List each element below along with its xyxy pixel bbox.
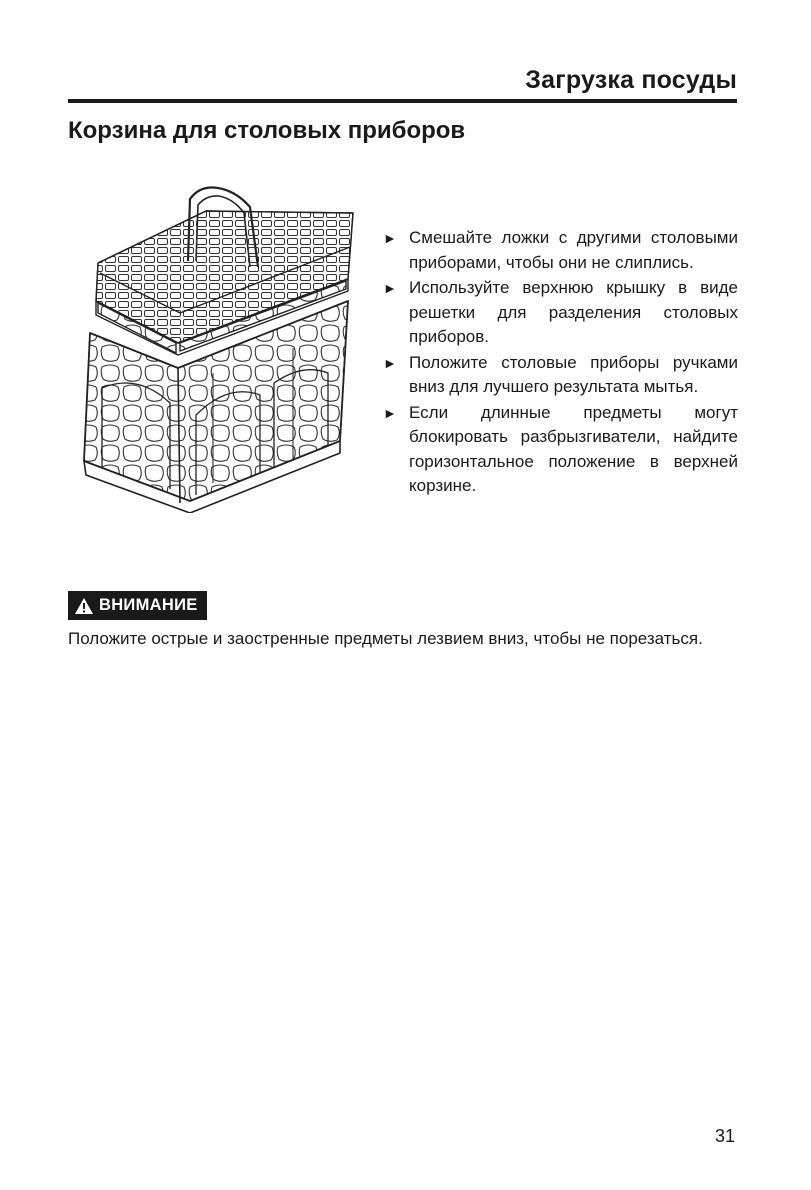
warning-text: Положите острые и заостренные предметы лезвием вниз, чтобы не порезаться. <box>68 629 703 648</box>
header-title: Загрузка посуды <box>525 66 737 94</box>
warning-badge <box>68 591 207 620</box>
header-divider <box>68 99 737 103</box>
instruction-text: Используйте верхнюю крышку в виде решетки для разделения столовых приборов. <box>409 278 738 346</box>
warning-label: ВНИМАНИЕ <box>99 596 198 614</box>
bullet-marker-icon: ► <box>383 354 397 371</box>
section-title: Корзина для столовых приборов <box>68 117 466 144</box>
bullet-marker-icon: ► <box>383 280 397 296</box>
list-item <box>382 226 738 275</box>
cutlery-basket-illustration <box>78 183 363 513</box>
list-item <box>382 401 738 499</box>
instruction-text: Смешайте ложки с другими столовыми приборами, чтобы они не слиплись. <box>409 228 738 272</box>
list-item <box>382 276 738 350</box>
bullet-marker-icon: ► <box>383 404 397 421</box>
page-number: 31 <box>714 1126 735 1146</box>
warning-triangle-icon <box>74 597 94 615</box>
instruction-text: Если длинные предметы могут блокировать разбрызгиватели, найдите горизонтальное положение в верхней корзине. <box>409 402 738 495</box>
instruction-list <box>382 226 738 500</box>
list-item <box>382 351 738 400</box>
instruction-text: Положите столовые приборы ручками вниз для лучшего результата мытья. <box>409 352 738 396</box>
bullet-marker-icon: ► <box>383 230 397 246</box>
